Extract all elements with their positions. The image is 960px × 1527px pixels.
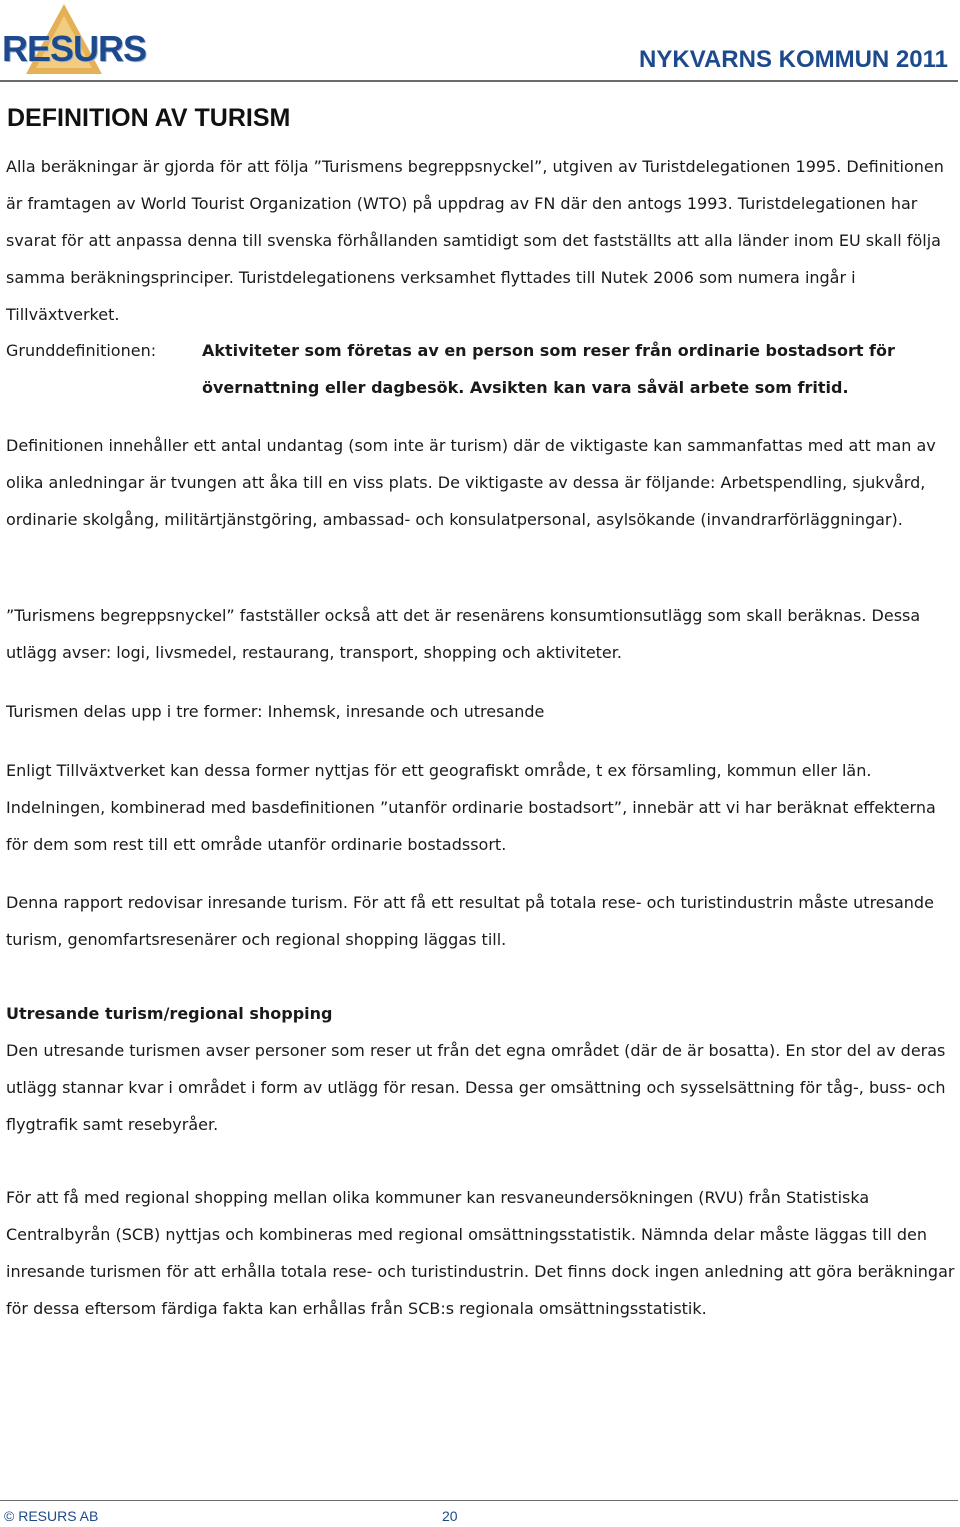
paragraph-intro: Alla beräkningar är gjorda för att följa ”Turismens begreppsnyckel”, utgiven av Turistdelegationen 1995. Definitionen är framtagen av World Tourist Organization (WTO) på uppdrag av FN där den antogs 1993. Turistdelegationen har svarat för att anpassa denna till svenska förhållanden samtidigt som det fastställts att alla länder inom EU skall följa samma beräkningsprinciper. Turistdelegationens verksamhet flyttades till Nutek 2006 som numera ingår i Tillväxtverket. (6, 157, 944, 324)
definition-label: Grunddefinitionen: (6, 341, 157, 360)
paragraph-exceptions: Definitionen innehåller ett antal undantag (som inte är turism) där de viktigaste kan sammanfattas med att man av olika anledningar är tvungen att åka till en viss plats. De viktigaste av dessa är följande: Arbetspendling, sjukvård, ordinarie skolgång, militärtjänstgöring, ambassad- och konsulatpersonal, asylsökande (invandrarförläggningar). (6, 436, 936, 529)
paragraph-regional-shopping: För att få med regional shopping mellan olika kommuner kan resvaneundersökningen (RVU) från Statistiska Centralbyrån (SCB) nyttjas och kombineras med regional omsättningsstatistik. Nämnda delar måste läggas till den inresande turismen för att erhålla totala rese- och turistindustrin. Det finns dock ingen anledning att göra beräkningar för dessa eftersom färdiga fakta kan erhållas från SCB:s regionala omsättningsstatistik. (6, 1188, 955, 1318)
footer-copyright: © RESURS AB (4, 1508, 99, 1524)
logo-text: RESURS (2, 28, 147, 69)
footer-divider (0, 1500, 958, 1501)
page-number: 20 (442, 1508, 458, 1524)
header-divider (0, 80, 958, 82)
subsection-heading: Utresande turism/regional shopping (6, 1004, 333, 1023)
paragraph-geography: Enligt Tillväxtverket kan dessa former nyttjas för ett geografiskt område, t ex församling, kommun eller län. Indelningen, kombinerad med basdefinitionen ”utanför ordinarie bostadsort”, innebär att vi har beräknat effekterna för dem som rest till ett område utanför ordinarie bostadssort. (6, 761, 936, 854)
page-header (0, 0, 960, 80)
paragraph-key: ”Turismens begreppsnyckel” fastställer också att det är resenärens konsumtionsutlägg som skall beräknas. Dessa utlägg avser: logi, livsmedel, restaurang, transport, shopping och aktiviteter. (6, 606, 921, 662)
definition-text: Aktiviteter som företas av en person som reser från ordinarie bostadsort för övernattning eller dagbesök. Avsikten kan vara såväl arbete som fritid. (202, 341, 895, 397)
section-title: DEFINITION AV TURISM (7, 104, 291, 132)
paragraph-outbound: Den utresande turismen avser personer som reser ut från det egna området (där de är bosatta). En stor del av deras utlägg stannar kvar i området i form av utlägg för resan. Dessa ger omsättning och sysselsättning för tåg-, buss- och flygtrafik samt resebyråer. (6, 1041, 946, 1134)
header-title: NYKVARNS KOMMUN 2011 (639, 46, 948, 73)
paragraph-forms: Turismen delas upp i tre former: Inhemsk, inresande och utresande (6, 702, 545, 721)
resurs-logo (2, 2, 147, 76)
paragraph-report: Denna rapport redovisar inresande turism. För att få ett resultat på totala rese- och turistindustrin måste utresande turism, genomfartsresenärer och regional shopping läggas till. (6, 893, 934, 949)
